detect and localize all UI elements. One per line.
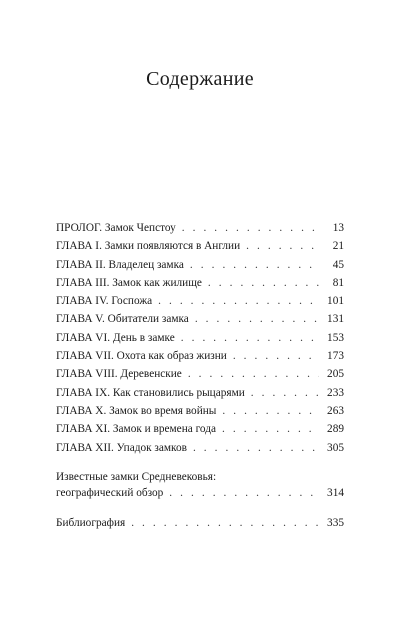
- dot-leader: [193, 439, 319, 457]
- toc-entry-title: ГЛАВА II. Владелец замка: [56, 258, 184, 271]
- toc-entry-title-line2: географический обзор: [56, 487, 164, 500]
- toc-entry-title: ГЛАВА XII. Упадок замков: [56, 441, 187, 454]
- table-of-contents: [56, 219, 344, 532]
- dot-leader: [251, 384, 319, 402]
- dot-leader: [188, 365, 319, 383]
- dot-leader: [158, 292, 319, 310]
- toc-entry-chapter-3: [56, 274, 344, 292]
- dot-leader: [195, 310, 319, 328]
- toc-entry-chapter-9: [56, 384, 344, 402]
- toc-entry-page: 45: [332, 258, 344, 271]
- dot-leader: [181, 329, 319, 347]
- dot-leader: [190, 256, 319, 274]
- toc-entry-page: 131: [327, 313, 344, 326]
- toc-entry-title: Библиография: [56, 516, 126, 529]
- dot-leader: [131, 514, 319, 532]
- toc-entry-chapter-6: [56, 329, 344, 347]
- toc-entry-chapter-10: [56, 402, 344, 420]
- toc-entry-page: 101: [327, 295, 344, 308]
- toc-entry-title: ГЛАВА VII. Охота как образ жизни: [56, 350, 227, 363]
- toc-entry-chapter-2: [56, 256, 344, 274]
- toc-entry-title: ГЛАВА VIII. Деревенские: [56, 368, 182, 381]
- toc-entry-title: ГЛАВА I. Замки появляются в Англии: [56, 240, 241, 253]
- toc-entry-title: ГЛАВА X. Замок во время войны: [56, 404, 217, 417]
- dot-leader: [222, 420, 319, 438]
- dot-leader: [246, 237, 319, 255]
- toc-entry-page: 173: [327, 350, 344, 363]
- toc-entry-chapter-4: [56, 292, 344, 310]
- toc-entry-title: ГЛАВА V. Обитатели замка: [56, 313, 189, 326]
- toc-entry-page: 289: [327, 423, 344, 436]
- toc-entry-page: 305: [327, 441, 344, 454]
- toc-entry-chapter-12: [56, 439, 344, 457]
- toc-entry-title: ГЛАВА IX. Как становились рыцарями: [56, 386, 245, 399]
- toc-entry-title: ГЛАВА VI. День в замке: [56, 331, 175, 344]
- toc-entry-page: 13: [332, 222, 344, 234]
- toc-entry-page: 314: [327, 487, 344, 500]
- toc-entry-page: 263: [327, 404, 344, 417]
- toc-entry-chapter-11: [56, 420, 344, 438]
- toc-entry-appendix: [56, 469, 344, 502]
- toc-entry-prologue: [56, 219, 344, 237]
- toc-entry-title: ПРОЛОГ. Замок Чепстоу: [56, 222, 176, 234]
- toc-entry-appendix-line2: [56, 485, 344, 502]
- toc-entry-page: 335: [327, 516, 344, 529]
- toc-entry-title: ГЛАВА IV. Госпожа: [56, 295, 153, 308]
- toc-entry-chapter-8: [56, 365, 344, 383]
- toc-entry-title-line1: Известные замки Средневековья:: [56, 470, 217, 483]
- dot-leader: [222, 402, 319, 420]
- toc-entry-bibliography: [56, 514, 344, 532]
- toc-entry-title: ГЛАВА III. Замок как жилище: [56, 276, 202, 289]
- dot-leader: [233, 347, 319, 365]
- toc-entry-page: 153: [327, 331, 344, 344]
- toc-entry-title: ГЛАВА XI. Замок и времена года: [56, 423, 217, 436]
- dot-leader: [169, 485, 319, 502]
- toc-entry-page: 233: [327, 386, 344, 399]
- dot-leader: [208, 274, 319, 292]
- toc-entry-chapter-1: [56, 237, 344, 255]
- toc-entry-page: 21: [332, 240, 344, 253]
- toc-entry-page: 81: [332, 276, 344, 289]
- dot-leader: [182, 219, 319, 237]
- toc-entry-chapter-5: [56, 310, 344, 328]
- page-title: Содержание: [146, 68, 254, 90]
- toc-entry-chapter-7: [56, 347, 344, 365]
- toc-entry-page: 205: [327, 368, 344, 381]
